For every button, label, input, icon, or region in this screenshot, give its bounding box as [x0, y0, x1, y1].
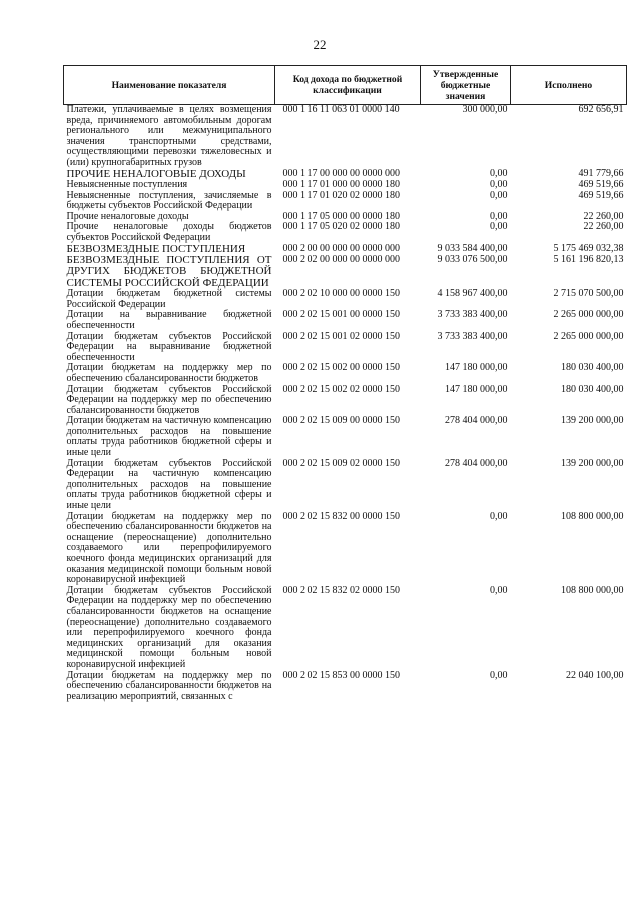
- row-name: Платежи, уплачиваемые в целях возмещения вреда, причиняемого автомобильным дорогам регионального или межмуниципального значения транспортными средствами, осуществляющими перевозки тяжеловесных и (или) крупногабаритных грузов: [66, 104, 272, 168]
- row-executed: 22 040 100,00: [566, 669, 624, 681]
- row-name: Дотации бюджетам на поддержку мер по обеспечению сбалансированности бюджетов на оснащение (переоснащение) дополнительно создаваемого или перепрофилируемого коечного фонда медицинских организаций для оказания медицинской помощи больным новой коронавирусной инфекцией: [66, 510, 272, 586]
- row-executed: 180 030 400,00: [561, 383, 624, 395]
- row-executed: 491 779,66: [578, 167, 624, 179]
- row-code: 000 2 02 15 002 00 0000 150: [282, 362, 400, 374]
- row-executed: 108 800 000,00: [561, 584, 624, 596]
- row-executed: 108 800 000,00: [561, 510, 624, 522]
- row-approved: 278 404 000,00: [445, 415, 508, 427]
- row-executed: 180 030 400,00: [561, 362, 624, 374]
- row-approved: 0,00: [490, 210, 508, 222]
- row-code: 000 2 02 15 009 00 0000 150: [282, 415, 400, 427]
- table-row: [64, 191, 627, 212]
- row-approved: 278 404 000,00: [445, 457, 508, 469]
- row-code: 000 2 02 15 832 00 0000 150: [282, 510, 400, 522]
- row-executed: 139 200 000,00: [561, 457, 624, 469]
- row-name: Дотации бюджетам субъектов Российской Федерации на выравнивание бюджетной обеспеченности: [66, 330, 272, 363]
- row-approved: 147 180 000,00: [445, 383, 508, 395]
- row-executed: 5 175 469 032,38: [553, 242, 624, 254]
- header-executed: Исполнено: [511, 66, 627, 105]
- row-name: Невыясненные поступления, зачисляемые в бюджеты субъектов Российской Федерации: [66, 189, 272, 212]
- row-code: 000 1 17 00 000 00 0000 000: [282, 167, 400, 179]
- row-name: Дотации бюджетам на частичную компенсацию дополнительных расходов на повышение оплаты труда работников бюджетной сферы и иные цели: [66, 415, 272, 459]
- row-name: Прочие неналоговые доходы: [66, 210, 189, 222]
- row-code: 000 2 02 15 853 00 0000 150: [282, 669, 400, 681]
- table-row: [64, 363, 627, 384]
- row-executed: 469 519,66: [578, 189, 624, 201]
- table-row: [64, 416, 627, 458]
- row-executed: 469 519,66: [578, 178, 624, 190]
- row-name: Дотации бюджетам субъектов Российской Федерации на частичную компенсацию дополнительных расходов на повышение оплаты труда работников бюджетной сферы и иные цели: [66, 457, 272, 512]
- row-name: Дотации бюджетам на поддержку мер по обеспечению сбалансированности бюджетов: [66, 362, 272, 384]
- row-code: 000 2 02 15 001 02 0000 150: [282, 330, 400, 342]
- table-row: [64, 459, 627, 512]
- table-row: [64, 671, 627, 703]
- row-code: 000 2 02 10 000 00 0000 150: [282, 288, 400, 300]
- table-row: [64, 332, 627, 364]
- row-code: 000 1 17 01 020 02 0000 180: [282, 189, 400, 201]
- row-executed: 2 265 000 000,00: [553, 330, 624, 342]
- row-name: Дотации бюджетам субъектов Российской Федерации на поддержку мер по обеспечению сбалансированности бюджетов: [66, 383, 272, 416]
- row-approved: 0,00: [490, 221, 508, 233]
- row-executed: 22 260,00: [583, 210, 624, 222]
- row-code: 000 2 00 00 000 00 0000 000: [282, 242, 400, 254]
- row-approved: 3 733 383 400,00: [437, 330, 508, 342]
- row-code: 000 2 02 15 001 00 0000 150: [282, 309, 400, 321]
- row-approved: 3 733 383 400,00: [437, 309, 508, 321]
- row-approved: 9 033 584 400,00: [437, 242, 508, 254]
- row-code: 000 1 17 01 000 00 0000 180: [282, 178, 400, 190]
- header-approved: Утвержденные бюджетные значения: [421, 66, 511, 105]
- row-approved: 0,00: [490, 167, 508, 179]
- header-code: Код дохода по бюджетной классификации: [275, 66, 421, 105]
- table-row: [64, 512, 627, 586]
- row-code: 000 1 17 05 020 02 0000 180: [282, 221, 400, 233]
- row-approved: 300 000,00: [462, 104, 508, 115]
- row-executed: 22 260,00: [583, 221, 624, 233]
- table-row: [64, 105, 627, 169]
- row-approved: 0,00: [490, 669, 508, 681]
- table-row: [64, 180, 627, 191]
- page-number: 22: [313, 37, 327, 52]
- row-name: Дотации на выравнивание бюджетной обеспеченности: [66, 309, 272, 331]
- row-name: БЕЗВОЗМЕЗДНЫЕ ПОСТУПЛЕНИЯ: [66, 242, 246, 255]
- table-row: [64, 289, 627, 310]
- row-executed: 692 656,91: [578, 104, 624, 115]
- row-approved: 0,00: [490, 189, 508, 201]
- row-approved: 0,00: [490, 584, 508, 596]
- row-name: Невыясненные поступления: [66, 178, 188, 190]
- table-row: [64, 222, 627, 243]
- table-header-row: [64, 66, 627, 105]
- row-executed: 2 715 070 500,00: [553, 288, 624, 300]
- row-approved: 4 158 967 400,00: [437, 288, 508, 300]
- row-executed: 2 265 000 000,00: [553, 309, 624, 321]
- row-executed: 139 200 000,00: [561, 415, 624, 427]
- row-code: 000 2 02 15 009 02 0000 150: [282, 457, 400, 469]
- row-name: Дотации бюджетам бюджетной системы Российской Федерации: [66, 288, 272, 310]
- table-row: [64, 385, 627, 417]
- row-name: Прочие неналоговые доходы бюджетов субъектов Российской Федерации: [66, 221, 272, 243]
- row-approved: 9 033 076 500,00: [437, 253, 508, 265]
- row-name: Дотации бюджетам субъектов Российской Федерации на поддержку мер по обеспечению сбалансированности бюджетов на оснащение (переоснащение) дополнительно создаваемого или перепрофилируемого коечного фонда медицинских организаций для оказания медицинской помощи больным новой коронавирусной инфекцией: [66, 584, 272, 670]
- table-row: [64, 586, 627, 671]
- row-code: 000 1 16 11 063 01 0000 140: [282, 104, 400, 115]
- row-executed: 5 161 196 820,13: [553, 253, 624, 265]
- row-name: Дотации бюджетам на поддержку мер по обеспечению сбалансированности бюджетов на реализацию мероприятий, связанных с: [66, 669, 272, 702]
- row-code: 000 2 02 15 002 02 0000 150: [282, 383, 400, 395]
- header-name: Наименование показателя: [64, 66, 275, 105]
- row-approved: 147 180 000,00: [445, 362, 508, 374]
- row-name: БЕЗВОЗМЕЗДНЫЕ ПОСТУПЛЕНИЯ ОТ ДРУГИХ БЮДЖЕТОВ БЮДЖЕТНОЙ СИСТЕМЫ РОССИЙСКОЙ ФЕДЕРАЦИИ: [66, 253, 272, 289]
- row-code: 000 2 02 15 832 02 0000 150: [282, 584, 400, 596]
- row-code: 000 1 17 05 000 00 0000 180: [282, 210, 400, 222]
- table-row: [64, 310, 627, 331]
- row-approved: 0,00: [490, 510, 508, 522]
- row-code: 000 2 02 00 000 00 0000 000: [282, 253, 400, 265]
- budget-income-table: [63, 65, 627, 702]
- row-approved: 0,00: [490, 178, 508, 190]
- row-name: ПРОЧИЕ НЕНАЛОГОВЫЕ ДОХОДЫ: [66, 167, 246, 180]
- table-row: [64, 255, 627, 289]
